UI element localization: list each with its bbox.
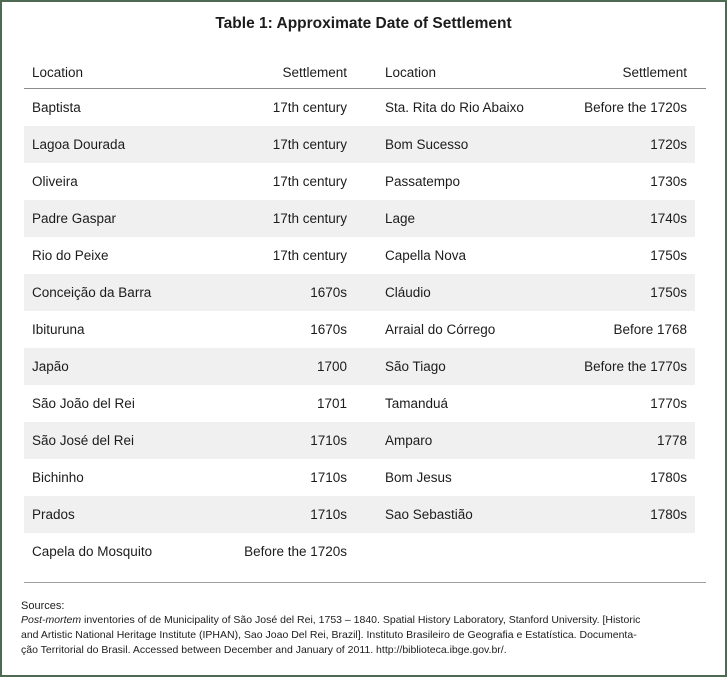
sources-label: Sources: — [21, 600, 65, 612]
location-cell: Bichinho — [32, 470, 84, 485]
location-cell: Tamanduá — [385, 396, 449, 411]
post-mortem-italic: Post-mortem — [21, 614, 82, 626]
location-cell: Cláudio — [385, 285, 431, 300]
table-bottom-rule — [24, 582, 706, 583]
location-cell: São Tiago — [385, 359, 446, 374]
location-cell: Capella Nova — [385, 248, 467, 263]
settlement-cell: 1701 — [316, 396, 347, 411]
location-cell: Japão — [32, 359, 69, 374]
location-cell: Ibituruna — [32, 322, 85, 337]
settlement-cell: 1778 — [656, 433, 687, 448]
location-cell: Padre Gaspar — [32, 211, 117, 226]
location-cell: Arraial do Córrego — [385, 322, 496, 337]
settlement-cell: 1750s — [650, 285, 687, 300]
location-cell: Amparo — [385, 433, 433, 448]
page-title: Table 1: Approximate Date of Settlement — [215, 15, 512, 32]
settlement-cell: 1740s — [650, 211, 687, 226]
header-settlement-2: Settlement — [622, 65, 687, 80]
sources-line-2: and Artistic National Heritage Institute (IPHAN), Sao Joao Del Rei, Brazil]. Instituto Brasileiro de Geografia e Estatística. Documenta- — [21, 629, 637, 641]
location-cell: Oliveira — [32, 174, 78, 189]
table-row — [24, 237, 695, 274]
table-row — [24, 126, 695, 163]
location-cell: Baptista — [32, 100, 81, 115]
table-row — [24, 348, 695, 385]
settlement-cell: 1780s — [650, 470, 687, 485]
location-cell: Bom Jesus — [385, 470, 452, 485]
table-row — [24, 274, 695, 311]
location-cell: Conceição da Barra — [32, 285, 152, 300]
table-row — [24, 385, 695, 422]
settlement-cell: 1750s — [650, 248, 687, 263]
sources-line-1 — [21, 613, 716, 628]
location-cell: São João del Rei — [32, 396, 135, 411]
page — [2, 2, 725, 658]
location-cell: Lage — [385, 211, 416, 226]
table-row — [24, 422, 695, 459]
location-cell: Lagoa Dourada — [32, 137, 126, 152]
header-location-1: Location — [32, 65, 84, 80]
table-row — [24, 311, 695, 348]
settlement-cell: Before the 1720s — [584, 100, 687, 115]
settlement-cell: 1670s — [310, 322, 347, 337]
settlement-cell: 1780s — [650, 507, 687, 522]
table-row — [24, 459, 695, 496]
sources-line-3: ção Territorial do Brasil. Accessed between December and January of 2011. http://biblioteca.ibge.gov.br/. — [21, 644, 507, 656]
settlement-cell: 1710s — [310, 507, 347, 522]
location-cell: Bom Sucesso — [385, 137, 469, 152]
settlement-cell: 1700 — [316, 359, 347, 374]
location-cell: Passatempo — [385, 174, 461, 189]
sources-section — [21, 599, 716, 658]
header-location-2: Location — [385, 65, 437, 80]
settlement-cell: Before 1768 — [613, 322, 687, 337]
location-cell: São José del Rei — [32, 433, 135, 448]
location-cell: Rio do Peixe — [32, 248, 109, 263]
settlement-cell: 17th century — [272, 100, 347, 115]
settlement-cell: 1710s — [310, 470, 347, 485]
settlement-cell: 17th century — [272, 211, 347, 226]
location-cell: Prados — [32, 507, 75, 522]
table-row — [24, 200, 695, 237]
header-settlement-1: Settlement — [282, 65, 347, 80]
sources-line-1-rest: inventories of de Municipality of São José del Rei, 1753 – 1840. Spatial History Laboratory, Stanford University. [Historic — [81, 614, 641, 626]
table-header-row — [24, 65, 706, 89]
settlement-cell: 17th century — [272, 248, 347, 263]
location-cell: Capela do Mosquito — [32, 544, 153, 559]
settlement-cell: 1770s — [650, 396, 687, 411]
settlement-cell: 1710s — [310, 433, 347, 448]
settlement-table — [24, 65, 706, 583]
table-row — [24, 533, 695, 570]
location-cell: Sta. Rita do Rio Abaixo — [385, 100, 524, 115]
settlement-cell: 17th century — [272, 137, 347, 152]
table-row — [24, 163, 695, 200]
table-row — [24, 89, 695, 126]
settlement-cell: Before the 1770s — [584, 359, 687, 374]
settlement-cell: 1720s — [650, 137, 687, 152]
settlement-cell: 1670s — [310, 285, 347, 300]
settlement-cell: Before the 1720s — [244, 544, 347, 559]
table-body — [24, 89, 695, 570]
location-cell: Sao Sebastião — [385, 507, 473, 522]
settlement-cell: 17th century — [272, 174, 347, 189]
settlement-cell: 1730s — [650, 174, 687, 189]
table-row — [24, 496, 695, 533]
